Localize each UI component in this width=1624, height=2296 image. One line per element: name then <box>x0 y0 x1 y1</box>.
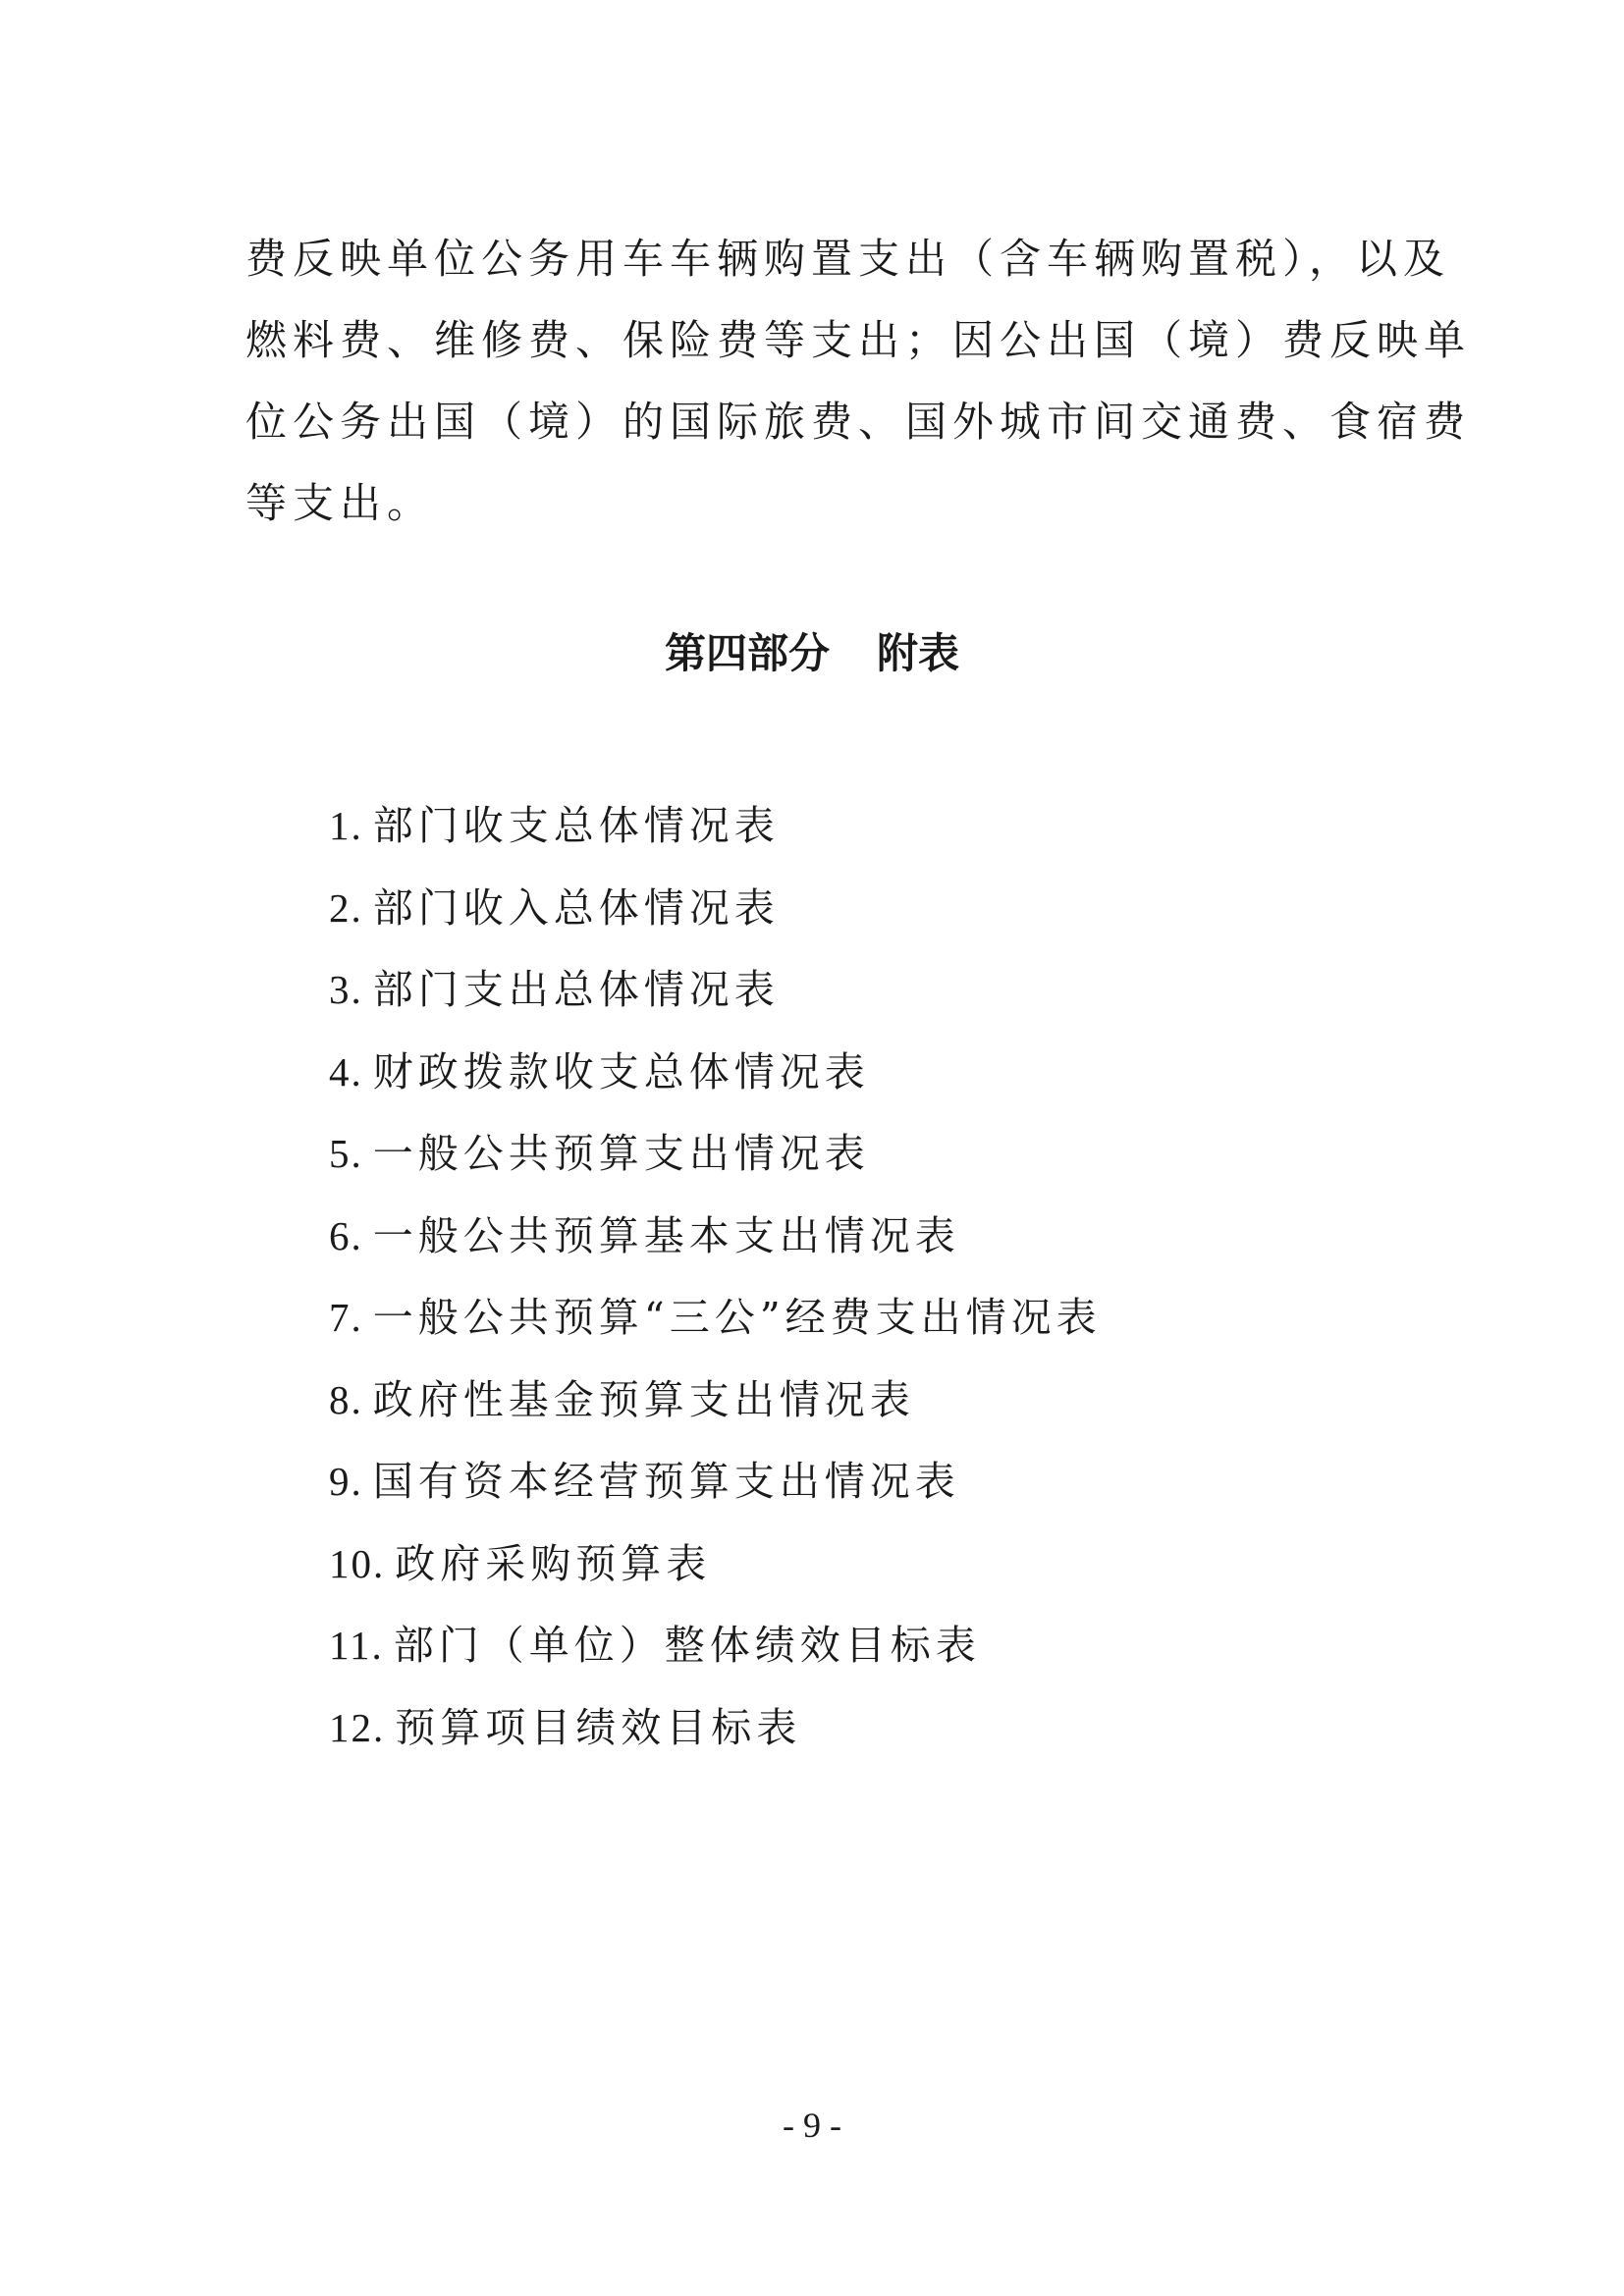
paragraph-line: 等支出。 <box>245 479 435 527</box>
section-title <box>0 624 1624 683</box>
item-number: 9. <box>329 1459 363 1504</box>
body-paragraph <box>245 218 1472 544</box>
item-label: 政府采购预算表 <box>395 1539 712 1587</box>
paragraph-line: 费反映单位公务用车车辆购置支出（含车辆购置税），以及 <box>245 235 1451 283</box>
item-number: 4. <box>329 1048 363 1095</box>
item-number: 3. <box>329 967 363 1012</box>
list-item <box>329 1687 1102 1770</box>
item-number: 10. <box>329 1540 386 1586</box>
list-item <box>329 1441 1102 1523</box>
item-label: 一般公共预算基本支出情况表 <box>372 1211 960 1259</box>
item-label: 国有资本经营预算支出情况表 <box>372 1458 960 1505</box>
list-item <box>329 1196 1102 1278</box>
item-number: 12. <box>329 1704 386 1750</box>
list-item <box>329 868 1102 950</box>
section-title-part: 附表 <box>877 629 960 677</box>
list-item <box>329 949 1102 1032</box>
item-label: 预算项目绩效目标表 <box>395 1703 802 1751</box>
list-item <box>329 1605 1102 1687</box>
list-item <box>329 1277 1102 1360</box>
paragraph-line: 燃料费、维修费、保险费等支出；因公出国（境）费反映单 <box>245 316 1472 364</box>
item-label: 部门支出总体情况表 <box>372 966 780 1013</box>
item-label: 部门收支总体情况表 <box>372 802 780 849</box>
list-item <box>329 1113 1102 1196</box>
item-number: 2. <box>329 884 363 931</box>
list-item <box>329 1032 1102 1114</box>
section-title-part: 第四部分 <box>664 629 830 677</box>
item-label: 部门收入总体情况表 <box>372 883 780 932</box>
list-item <box>329 785 1102 868</box>
item-number: 6. <box>329 1212 363 1258</box>
item-number: 7. <box>329 1295 363 1340</box>
list-item <box>329 1360 1102 1442</box>
item-label: 政府性基金预算支出情况表 <box>372 1375 915 1423</box>
item-number: 11. <box>329 1623 384 1668</box>
item-label: 一般公共预算“三公”经费支出情况表 <box>372 1294 1102 1341</box>
list-item <box>329 1523 1102 1606</box>
item-number: 1. <box>329 803 363 848</box>
item-number: 8. <box>329 1376 363 1422</box>
item-label: 一般公共预算支出情况表 <box>372 1130 870 1177</box>
item-label: 财政拨款收支总体情况表 <box>372 1047 870 1095</box>
appendix-list <box>329 785 1102 1769</box>
page-number: - 9 - <box>783 2106 841 2145</box>
item-number: 5. <box>329 1131 363 1176</box>
item-label: 部门（单位）整体绩效目标表 <box>393 1622 981 1669</box>
paragraph-line: 位公务出国（境）的国际旅费、国外城市间交通费、食宿费 <box>245 398 1472 446</box>
